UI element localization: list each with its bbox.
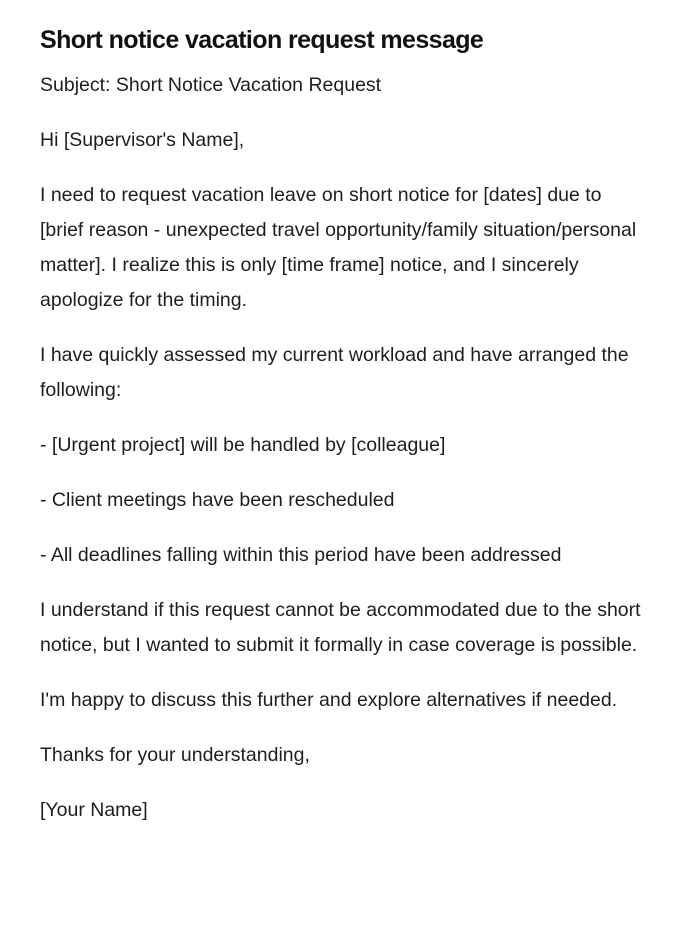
paragraph-understanding: I understand if this request cannot be accommodated due to the short notice, but I wanted to submit it formally in case coverage is possible. — [40, 599, 641, 656]
email-closing: Thanks for your understanding, — [40, 744, 310, 766]
paragraph-discuss: I'm happy to discuss this further and explore alternatives if needed. — [40, 689, 618, 711]
document-body — [40, 22, 650, 848]
paragraph-workload: I have quickly assessed my current workload and have arranged the following: — [40, 344, 629, 401]
email-signature: [Your Name] — [40, 799, 148, 821]
list-item-deadlines: - All deadlines falling within this period have been addressed — [40, 544, 562, 566]
email-greeting: Hi [Supervisor's Name], — [40, 129, 245, 151]
paragraph-request: I need to request vacation leave on short notice for [dates] due to [brief reason - unexpected travel opportunity/family situation/personal matter]. I realize this is only [time frame] notice, and I sincerely apologize for the timing. — [40, 184, 637, 311]
list-item-client-meetings: - Client meetings have been rescheduled — [40, 489, 395, 511]
email-subject: Subject: Short Notice Vacation Request — [40, 74, 382, 96]
list-item-urgent-project: - [Urgent project] will be handled by [colleague] — [40, 434, 446, 456]
document-title: Short notice vacation request message — [40, 26, 484, 54]
